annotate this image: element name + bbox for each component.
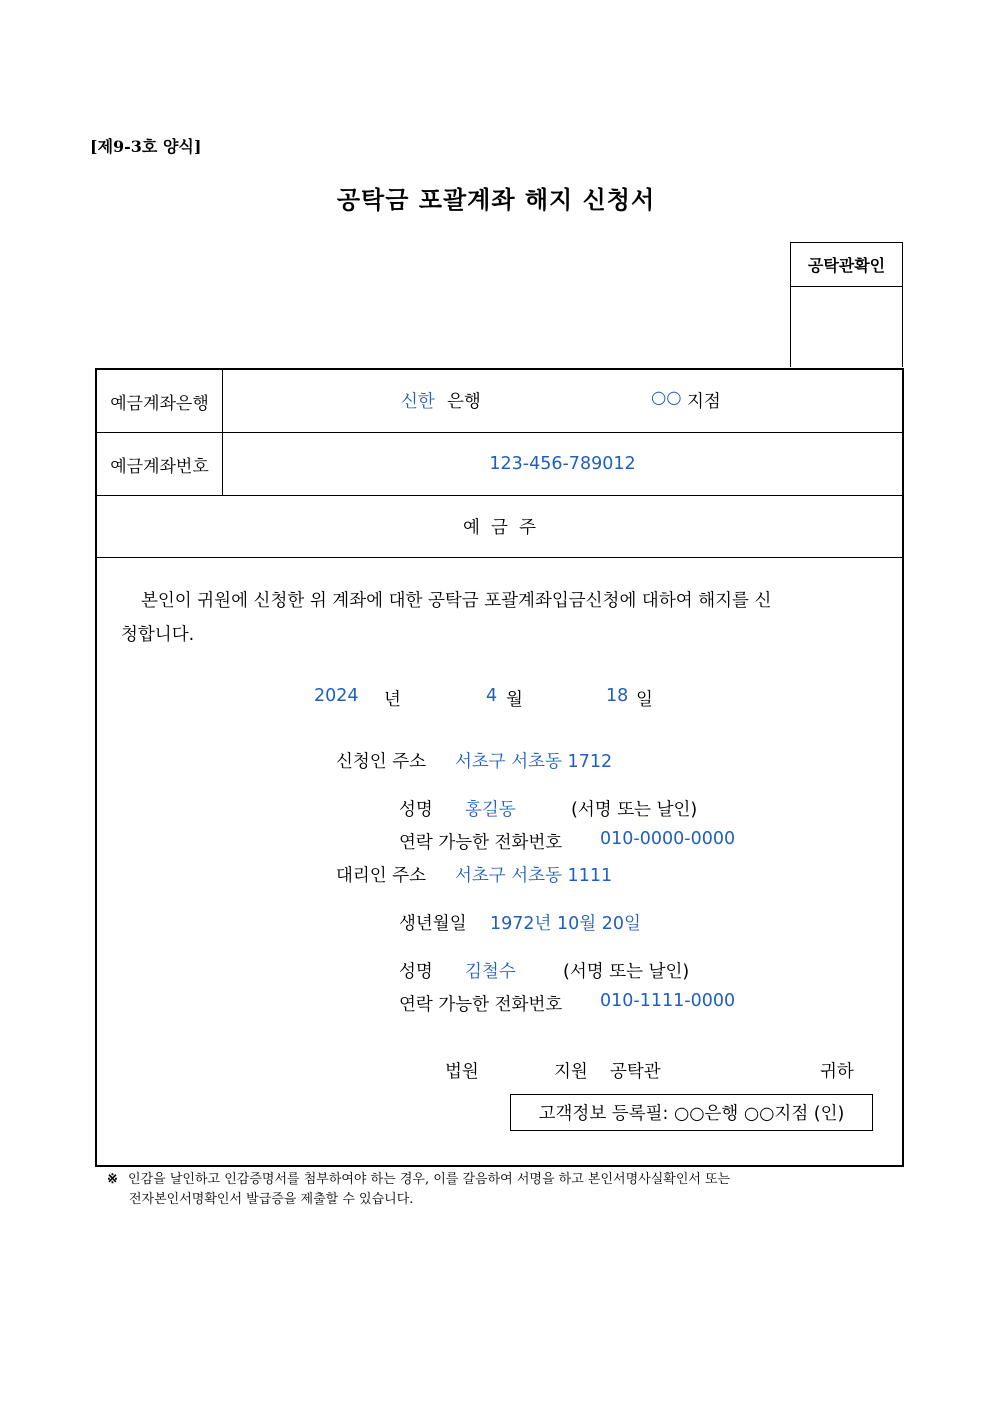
agent-address-label: 대리인 주소 [336,866,427,886]
bank-suffix: 은행 [447,392,481,412]
account-row [97,433,902,496]
footnote-text-1: 인감을 날인하고 인감증명서를 첨부하여야 하는 경우, 이를 갈음하여 서명을 하고 본인서명사실확인서 또는 [128,1172,731,1187]
applicant-phone-label: 연락 가능한 전화번호 [399,833,563,853]
date-day[interactable]: 18 [606,686,629,706]
footnote-line-2: 전자본인서명확인서 발급증을 제출할 수 있습니다. [129,1192,414,1207]
depositor-row [97,496,902,558]
applicant-name[interactable]: 홍길동 [465,800,516,820]
account-label: 예금계좌번호 [97,433,223,495]
date-year-unit: 년 [384,690,401,710]
depositor-label: 예 금 주 [463,518,536,538]
applicant-name-label: 성명 [399,800,433,820]
statement-line-2: 청합니다. [121,625,195,645]
branch-suffix: 지점 [687,392,721,412]
agent-birth[interactable]: 1972년 10월 20일 [490,914,641,934]
applicant-sign-note: (서명 또는 날인) [571,800,698,820]
date-year[interactable]: 2024 [314,686,359,706]
agent-phone-label: 연락 가능한 전화번호 [399,995,563,1015]
recipient-officer: 공탁관 [610,1062,661,1082]
bank-name[interactable]: 신한 [401,392,435,412]
recipient-court: 법원 [445,1062,479,1082]
registration-text: 고객정보 등록필: ○○은행 ○○지점 (인) [538,1104,845,1124]
form-table [95,368,904,1167]
officer-confirmation-box [790,242,903,367]
agent-name[interactable]: 김철수 [465,962,516,982]
recipient-branch: 지원 [554,1062,588,1082]
account-number[interactable]: 123-456-789012 [489,454,636,474]
applicant-address-label: 신청인 주소 [336,752,427,772]
footnote-mark: ※ [107,1172,118,1187]
registration-stamp-box [510,1094,873,1131]
date-month[interactable]: 4 [486,686,498,706]
bank-row [97,370,902,433]
agent-phone[interactable]: 010-1111-0000 [600,991,736,1011]
bank-label: 예금계좌은행 [97,370,223,432]
agent-address[interactable]: 서초구 서초동 1111 [455,866,613,886]
officer-confirmation-label: 공탁관확인 [791,243,902,287]
date-month-unit: 월 [506,690,523,710]
footnote-line-1 [107,1168,730,1187]
page-title: 공탁금 포괄계좌 해지 신청서 [336,185,656,214]
date-day-unit: 일 [636,690,653,710]
agent-birth-label: 생년월일 [399,914,467,934]
recipient-honorific: 귀하 [820,1062,854,1082]
form-id: [제9-3호 양식] [90,137,202,156]
agent-name-label: 성명 [399,962,433,982]
agent-sign-note: (서명 또는 날인) [563,962,690,982]
branch-name[interactable]: ○○ [651,388,682,408]
statement-line-1: 본인이 귀원에 신청한 위 계좌에 대한 공탁금 포괄계좌입금신청에 대하여 해지를 신 [141,591,772,611]
applicant-phone[interactable]: 010-0000-0000 [600,829,736,849]
applicant-address[interactable]: 서초구 서초동 1712 [455,752,613,772]
